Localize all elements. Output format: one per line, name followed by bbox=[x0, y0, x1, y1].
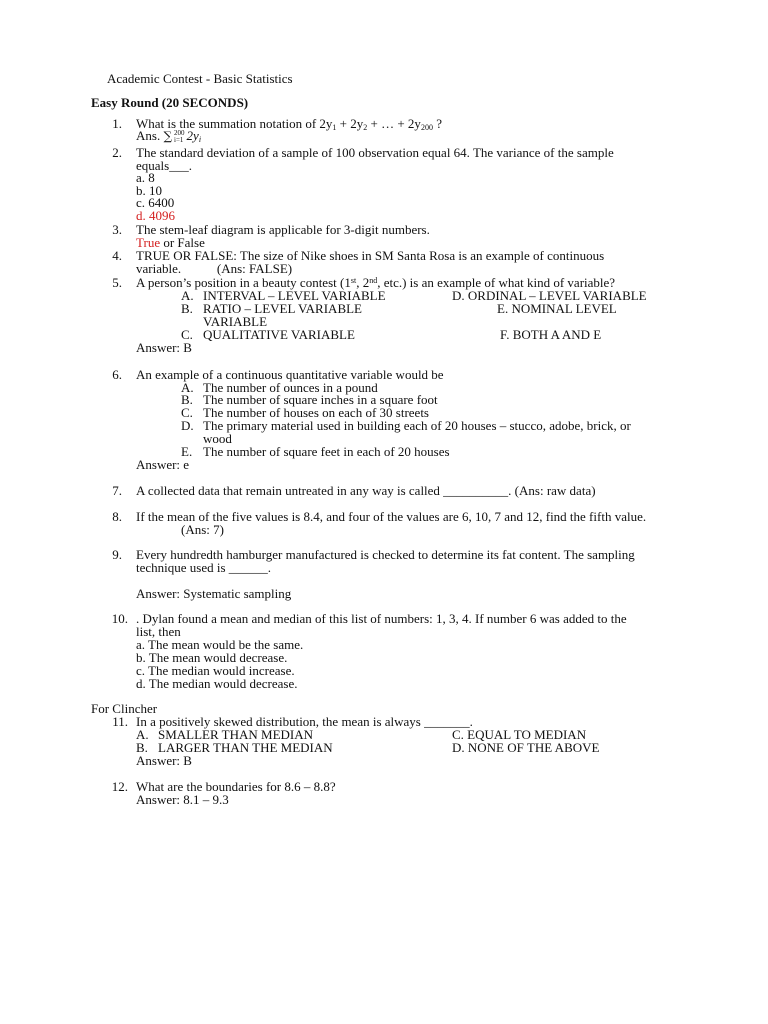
q2-option: b. 10 bbox=[136, 183, 162, 198]
q6-option: The number of houses on each of 30 streets bbox=[203, 405, 429, 420]
q6-option-letter: D. bbox=[181, 418, 194, 433]
q5-option-a-letter: A. bbox=[181, 288, 194, 303]
q10-option: b. The mean would decrease. bbox=[136, 650, 288, 665]
q6-option-continued: wood bbox=[203, 431, 232, 446]
q2-number: 2. bbox=[112, 145, 122, 160]
q1-answer: Ans. ∑ 200 i=1 $2y_i$ bbox=[136, 128, 202, 145]
q5-answer: Answer: B bbox=[136, 340, 192, 355]
q6-option: The number of square inches in a square foot bbox=[203, 392, 438, 407]
q12-text: What are the boundaries for 8.6 – 8.8? bbox=[136, 779, 336, 794]
q7-number: 7. bbox=[112, 483, 122, 498]
q3-text: The stem-leaf diagram is applicable for 3-digit numbers. bbox=[136, 222, 430, 237]
q5-option-c: QUALITATIVE VARIABLE bbox=[203, 327, 355, 342]
q5-option-a: INTERVAL – LEVEL VARIABLE bbox=[203, 288, 386, 303]
q1-number: 1. bbox=[112, 116, 122, 131]
q5-option-c-letter: C. bbox=[181, 327, 193, 342]
round-title: Easy Round (20 SECONDS) bbox=[91, 95, 249, 110]
q10-option: a. The mean would be the same. bbox=[136, 637, 304, 652]
q11-option-a-letter: A. bbox=[136, 727, 149, 742]
q2-option: c. 6400 bbox=[136, 195, 175, 210]
q6-option-letter: C. bbox=[181, 405, 193, 420]
q2-text-line2: equals___. bbox=[136, 158, 192, 173]
q5-option-b: RATIO – LEVEL VARIABLE bbox=[203, 301, 363, 316]
q11-option-b-letter: B. bbox=[136, 740, 148, 755]
q11-number: 11. bbox=[112, 714, 128, 729]
q6-option-letter: E. bbox=[181, 444, 193, 459]
q4-text-line2: variable. (Ans: FALSE) bbox=[136, 261, 293, 276]
q4-number: 4. bbox=[112, 248, 122, 263]
q2-option: a. 8 bbox=[136, 170, 155, 185]
q5-option-e: E. NOMINAL LEVEL bbox=[497, 301, 617, 316]
q5-option-d: D. ORDINAL – LEVEL VARIABLE bbox=[452, 288, 647, 303]
clincher-heading: For Clincher bbox=[91, 701, 158, 716]
q5-number: 5. bbox=[112, 275, 122, 290]
q6-answer: Answer: e bbox=[136, 457, 190, 472]
q3-number: 3. bbox=[112, 222, 122, 237]
q10-text-line1: . Dylan found a mean and median of this list of numbers: 1, 3, 4. If number 6 was added to the bbox=[136, 611, 627, 626]
q6-option-letter: B. bbox=[181, 392, 193, 407]
q9-number: 9. bbox=[112, 547, 122, 562]
q8-answer: (Ans: 7) bbox=[181, 522, 224, 537]
q7-text: A collected data that remain untreated in any way is called __________. (Ans: raw data) bbox=[136, 483, 596, 498]
q4-text-line1: TRUE OR FALSE: The size of Nike shoes in SM Santa Rosa is an example of continuous bbox=[136, 248, 605, 263]
q3-answer: True or False bbox=[136, 235, 205, 250]
document-title: Academic Contest - Basic Statistics bbox=[107, 71, 293, 86]
q11-option-b: LARGER THAN THE MEDIAN bbox=[158, 740, 333, 755]
q6-option: The number of ounces in a pound bbox=[203, 380, 378, 395]
q10-option: d. The median would decrease. bbox=[136, 676, 298, 691]
q6-number: 6. bbox=[112, 367, 122, 382]
q2-text-line1: The standard deviation of a sample of 100 observation equal 64. The variance of the sample bbox=[136, 145, 614, 160]
q5-option-b-continued: VARIABLE bbox=[203, 314, 268, 329]
q10-number: 10. bbox=[111, 611, 128, 626]
q6-text: An example of a continuous quantitative variable would be bbox=[136, 367, 444, 382]
q10-text-line2: list, then bbox=[136, 624, 181, 639]
q11-text: In a positively skewed distribution, the mean is always _______. bbox=[136, 714, 473, 729]
summation-symbol: ∑ bbox=[163, 129, 173, 143]
q9-text-line2: technique used is ______. bbox=[136, 560, 272, 575]
q8-number: 8. bbox=[112, 509, 122, 524]
q11-option-a: SMALLER THAN MEDIAN bbox=[158, 727, 314, 742]
q2-option-answer: d. 4096 bbox=[136, 208, 175, 223]
q1-text: What is the summation notation of $2y_1 + 2y_2$ + … + $2y_{200}$ ? bbox=[136, 116, 442, 132]
q9-text-line1: Every hundredth hamburger manufactured is checked to determine its fat content. The sampling bbox=[136, 547, 635, 562]
q6-option-letter: A. bbox=[181, 380, 194, 395]
q5-option-b-letter: B. bbox=[181, 301, 193, 316]
q9-answer: Answer: Systematic sampling bbox=[136, 586, 292, 601]
q6-option: The primary material used in building each of 20 houses – stucco, adobe, brick, or bbox=[203, 418, 631, 433]
q6-option: The number of square feet in each of 20 houses bbox=[203, 444, 450, 459]
q5-text: A person’s position in a beauty contest (1st, 2nd, etc.) is an example of what kind of variable? bbox=[136, 275, 616, 290]
q12-number: 12. bbox=[111, 779, 128, 794]
q11-option-c: C. EQUAL TO MEDIAN bbox=[452, 727, 587, 742]
q5-option-f: F. BOTH A AND E bbox=[500, 327, 602, 342]
q12-answer: Answer: 8.1 – 9.3 bbox=[136, 792, 229, 807]
q11-option-d: D. NONE OF THE ABOVE bbox=[452, 740, 600, 755]
q8-text-line1: If the mean of the five values is 8.4, and four of the values are 6, 10, 7 and 12, find the fifth value. bbox=[136, 509, 647, 524]
q3-answer-true: True bbox=[136, 235, 161, 250]
q11-answer: Answer: B bbox=[136, 753, 192, 768]
q10-option: c. The median would increase. bbox=[136, 663, 295, 678]
